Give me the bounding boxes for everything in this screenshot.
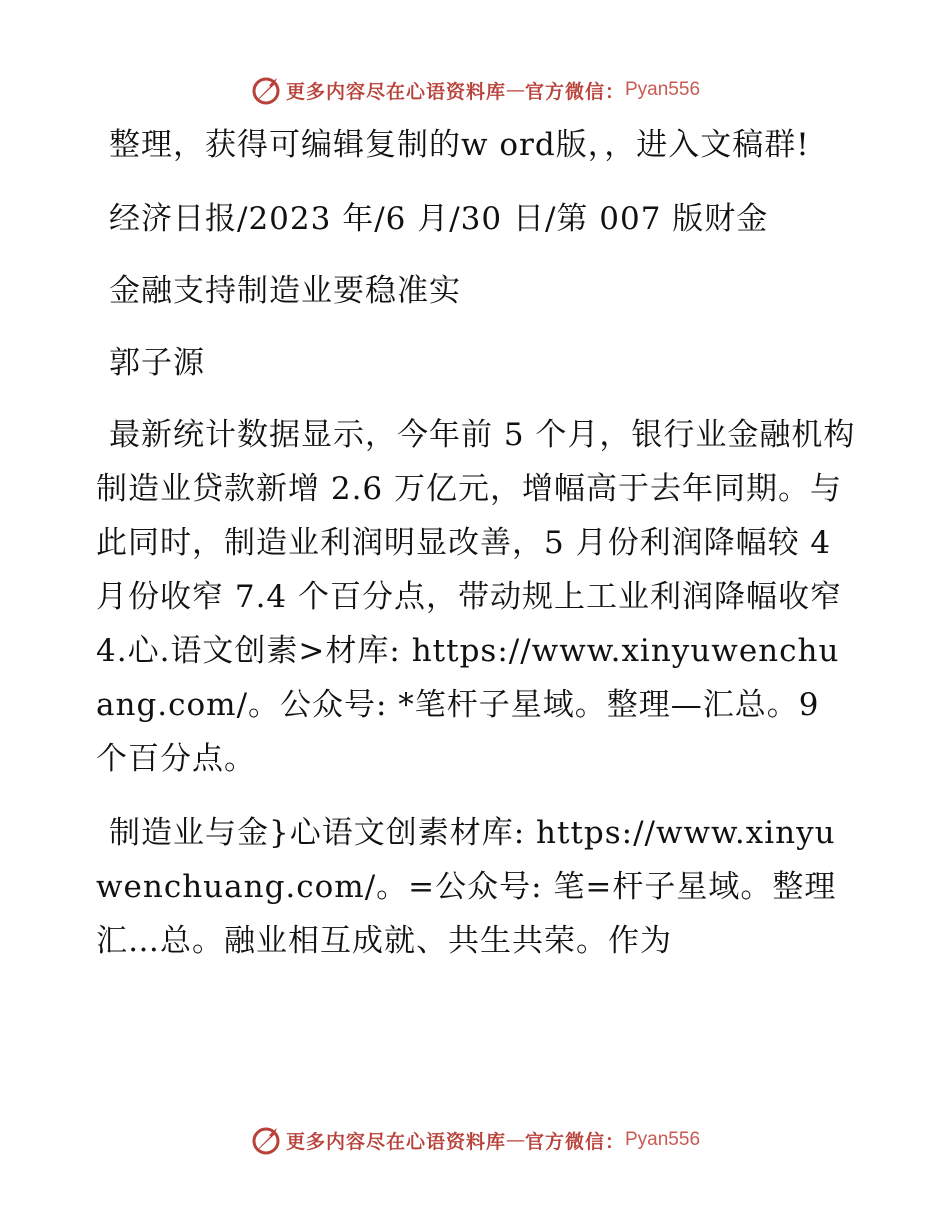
watermark-separator: — bbox=[505, 79, 525, 101]
watermark-contact-id: Pyan556 bbox=[625, 79, 701, 100]
watermark-site-text: 更多内容尽在心语资料库 bbox=[285, 80, 506, 103]
watermark-contact-label: 官方微信： bbox=[524, 1130, 625, 1153]
source-line: 经济日报/2023 年/6 月/30 日/第 007 版财金 bbox=[109, 201, 769, 237]
quill-logo-icon bbox=[250, 1124, 282, 1156]
intro-note: 整理，获得可编辑复制的w ord版，，进入文稿群! bbox=[109, 127, 810, 163]
watermark-separator: — bbox=[505, 1129, 525, 1151]
article-author: 郭子源 bbox=[109, 345, 205, 381]
document-body bbox=[96, 118, 856, 988]
watermark-footer bbox=[0, 1120, 950, 1160]
body-paragraph: 制造业与金}心语文创素材库: https://www.xinyuwenchuang.com/。=公众号: 笔=杆子星域。整理汇…总。融业相互成就、共生共荣。作为 bbox=[96, 815, 837, 959]
watermark-contact-id: Pyan556 bbox=[625, 1129, 701, 1150]
body-paragraph: 最新统计数据显示，今年前 5 个月，银行业金融机构制造业贷款新增 2.6 万亿元，增幅高于去年同期。与此同时，制造业利润明显改善，5 月份利润降幅较 4 月份收窄 7.4 个百分点，带动规上工业利润降幅收窄 4.心.语文创素>材库: https://www.xinyuwenchuang.com/。公众号: *笔杆子星域。整理—汇总。9 个百分点。 bbox=[96, 417, 856, 777]
article-title: 金融支持制造业要稳准实 bbox=[109, 273, 461, 309]
quill-logo-icon bbox=[250, 74, 282, 106]
watermark-header bbox=[0, 70, 950, 110]
watermark-contact-label: 官方微信： bbox=[524, 80, 625, 103]
watermark-site-text: 更多内容尽在心语资料库 bbox=[285, 1130, 506, 1153]
